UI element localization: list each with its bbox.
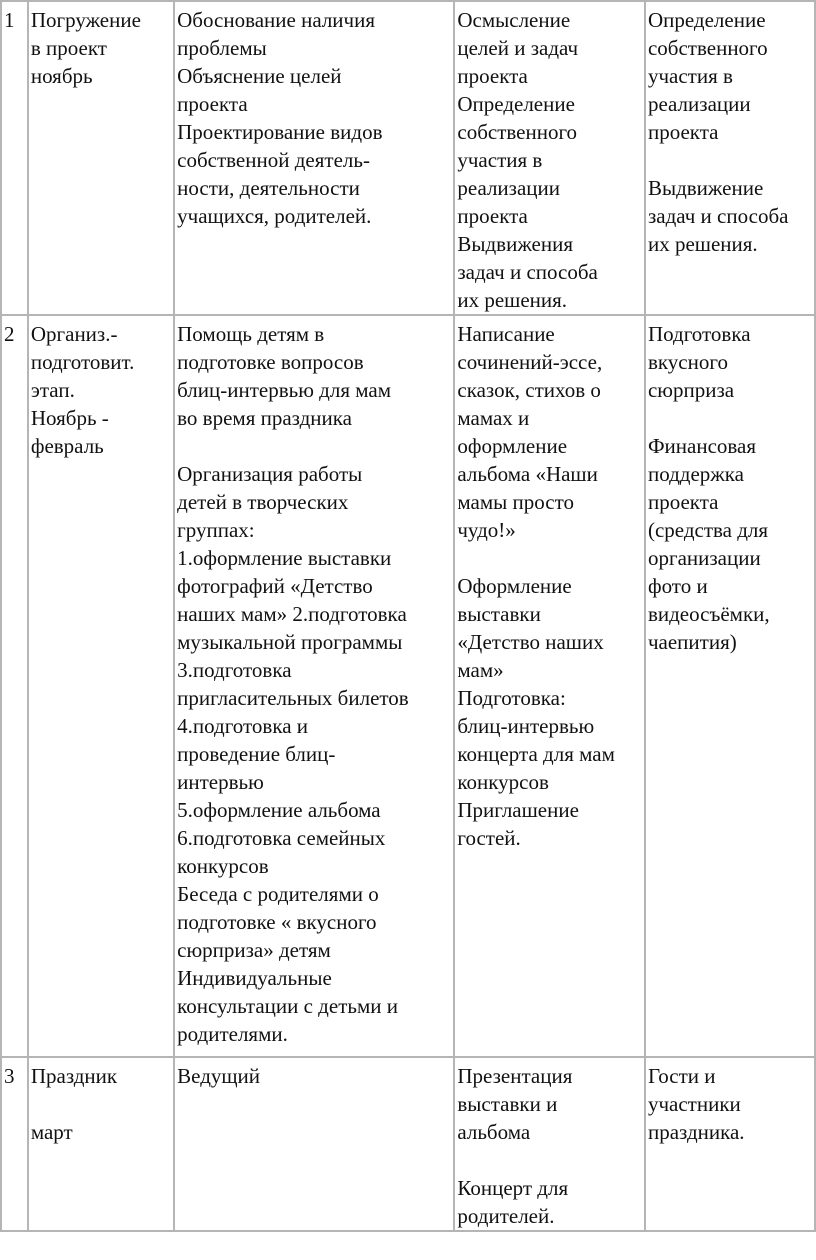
teacher-activity-cell: Помощь детям в подготовке вопросов блиц-интервью для мам во время праздника Организация работы детей в творческих группах: 1.оформление выставки фотографий «Детство наших мам» 2.подготовка музыкальной программы 3.подготовка пригласительных билетов 4.подготовка и проведение блиц- интервью 5.оформление альбома 6.подготовка семейных конкурсов Беседа с родителями о подготовке « вкусного сюрприза» детям Индивидуальные консультации с детьми и родителями.: [175, 316, 455, 1058]
children-activity-cell: Осмысление целей и задач проекта Определение собственного участия в реализации проекта Выдвижения задач и способа их решения.: [455, 0, 646, 316]
parents-activity-cell: Определение собственного участия в реализации проекта Выдвижение задач и способа их решения.: [646, 0, 816, 316]
table-row: [0, 316, 816, 1058]
stage-cell: Погружение в проект ноябрь: [29, 0, 175, 316]
row-number-cell: 3: [0, 1058, 29, 1232]
parents-activity-cell: Гости и участники праздника.: [646, 1058, 816, 1232]
row-number-cell: 2: [0, 316, 29, 1058]
table-row: [0, 0, 816, 316]
parents-activity-cell: Подготовка вкусного сюрприза Финансовая поддержка проекта (средства для организации фото и видеосъёмки, чаепития): [646, 316, 816, 1058]
table-row: [0, 1058, 816, 1232]
stage-cell: Праздник март: [29, 1058, 175, 1232]
children-activity-cell: Написание сочинений-эссе, сказок, стихов о мамах и оформление альбома «Наши мамы просто чудо!» Оформление выставки «Детство наших мам» Подготовка: блиц-интервью концерта для мам конкурсов Приглашение гостей.: [455, 316, 646, 1058]
row-number-cell: 1: [0, 0, 29, 316]
teacher-activity-cell: Обоснование наличия проблемы Объяснение целей проекта Проектирование видов собственной деятель- ности, деятельности учащихся, родителей.: [175, 0, 455, 316]
children-activity-cell: Презентация выставки и альбома Концерт для родителей.: [455, 1058, 646, 1232]
stage-cell: Организ.- подготовит. этап. Ноябрь - февраль: [29, 316, 175, 1058]
teacher-activity-cell: Ведущий: [175, 1058, 455, 1232]
